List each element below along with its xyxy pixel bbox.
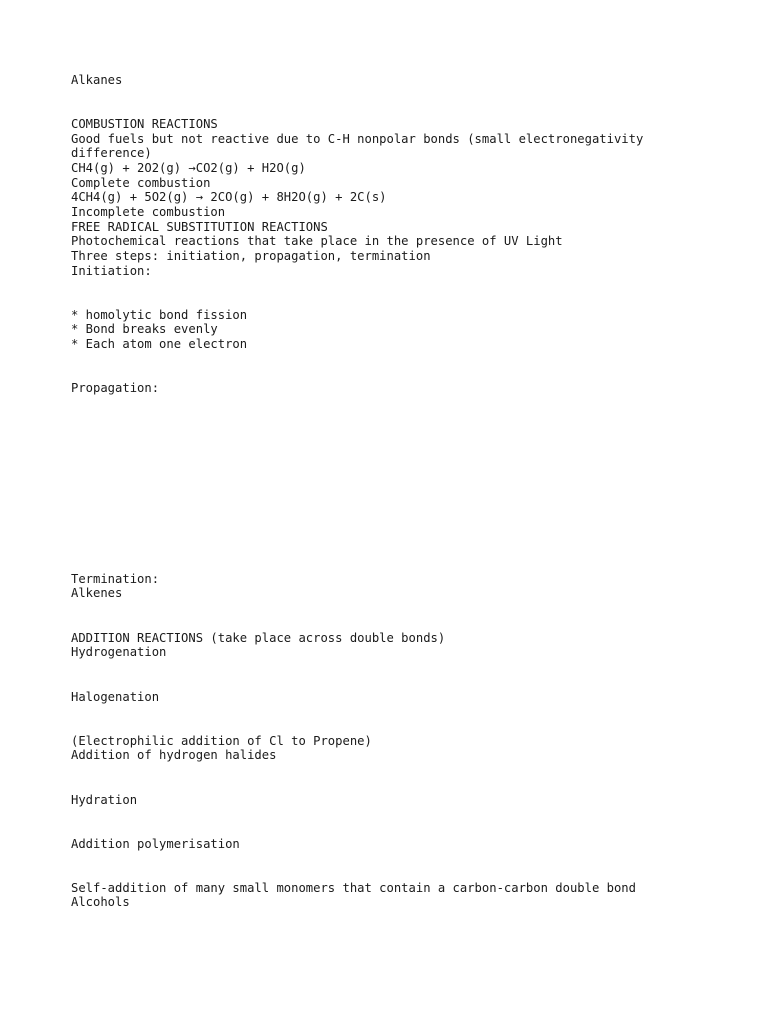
section-title-alkenes: Alkenes [71,586,123,600]
combustion-desc-line2: difference) [71,146,152,160]
complete-combustion-equation: CH4(g) + 2O2(g) →CO2(g) + H2O(g) [71,161,306,175]
complete-combustion-label: Complete combustion [71,176,211,190]
addition-polymerisation-label: Addition polymerisation [71,837,240,851]
addition-reactions-heading: ADDITION REACTIONS (take place across double bonds) [71,631,446,645]
hydration-label: Hydration [71,793,138,807]
free-radical-desc: Photochemical reactions that take place in the presence of UV Light [71,234,563,248]
hydrogen-halides-label: Addition of hydrogen halides [71,748,277,762]
free-radical-heading: FREE RADICAL SUBSTITUTION REACTIONS [71,220,328,234]
halogenation-label: Halogenation [71,690,160,704]
propagation-label: Propagation: [71,381,160,395]
bullet-homolytic-fission: * homolytic bond fission [71,308,248,322]
halogenation-note: (Electrophilic addition of Cl to Propene) [71,734,372,748]
section-title-alcohols: Alcohols [71,895,130,909]
bullet-bond-breaks-evenly: * Bond breaks evenly [71,322,218,336]
section-title-alkanes: Alkanes [71,73,123,87]
combustion-heading: COMBUSTION REACTIONS [71,117,218,131]
hydrogenation-label: Hydrogenation [71,645,167,659]
bullet-each-atom-one-electron: * Each atom one electron [71,337,248,351]
polymerisation-desc: Self-addition of many small monomers that contain a carbon-carbon double bond [71,881,636,895]
initiation-label: Initiation: [71,264,152,278]
free-radical-steps: Three steps: initiation, propagation, termination [71,249,431,263]
combustion-desc-line1: Good fuels but not reactive due to C-H nonpolar bonds (small electronegativity [71,132,644,146]
incomplete-combustion-equation: 4CH4(g) + 5O2(g) → 2CO(g) + 8H2O(g) + 2C(s) [71,190,387,204]
termination-label: Termination: [71,572,160,586]
incomplete-combustion-label: Incomplete combustion [71,205,226,219]
